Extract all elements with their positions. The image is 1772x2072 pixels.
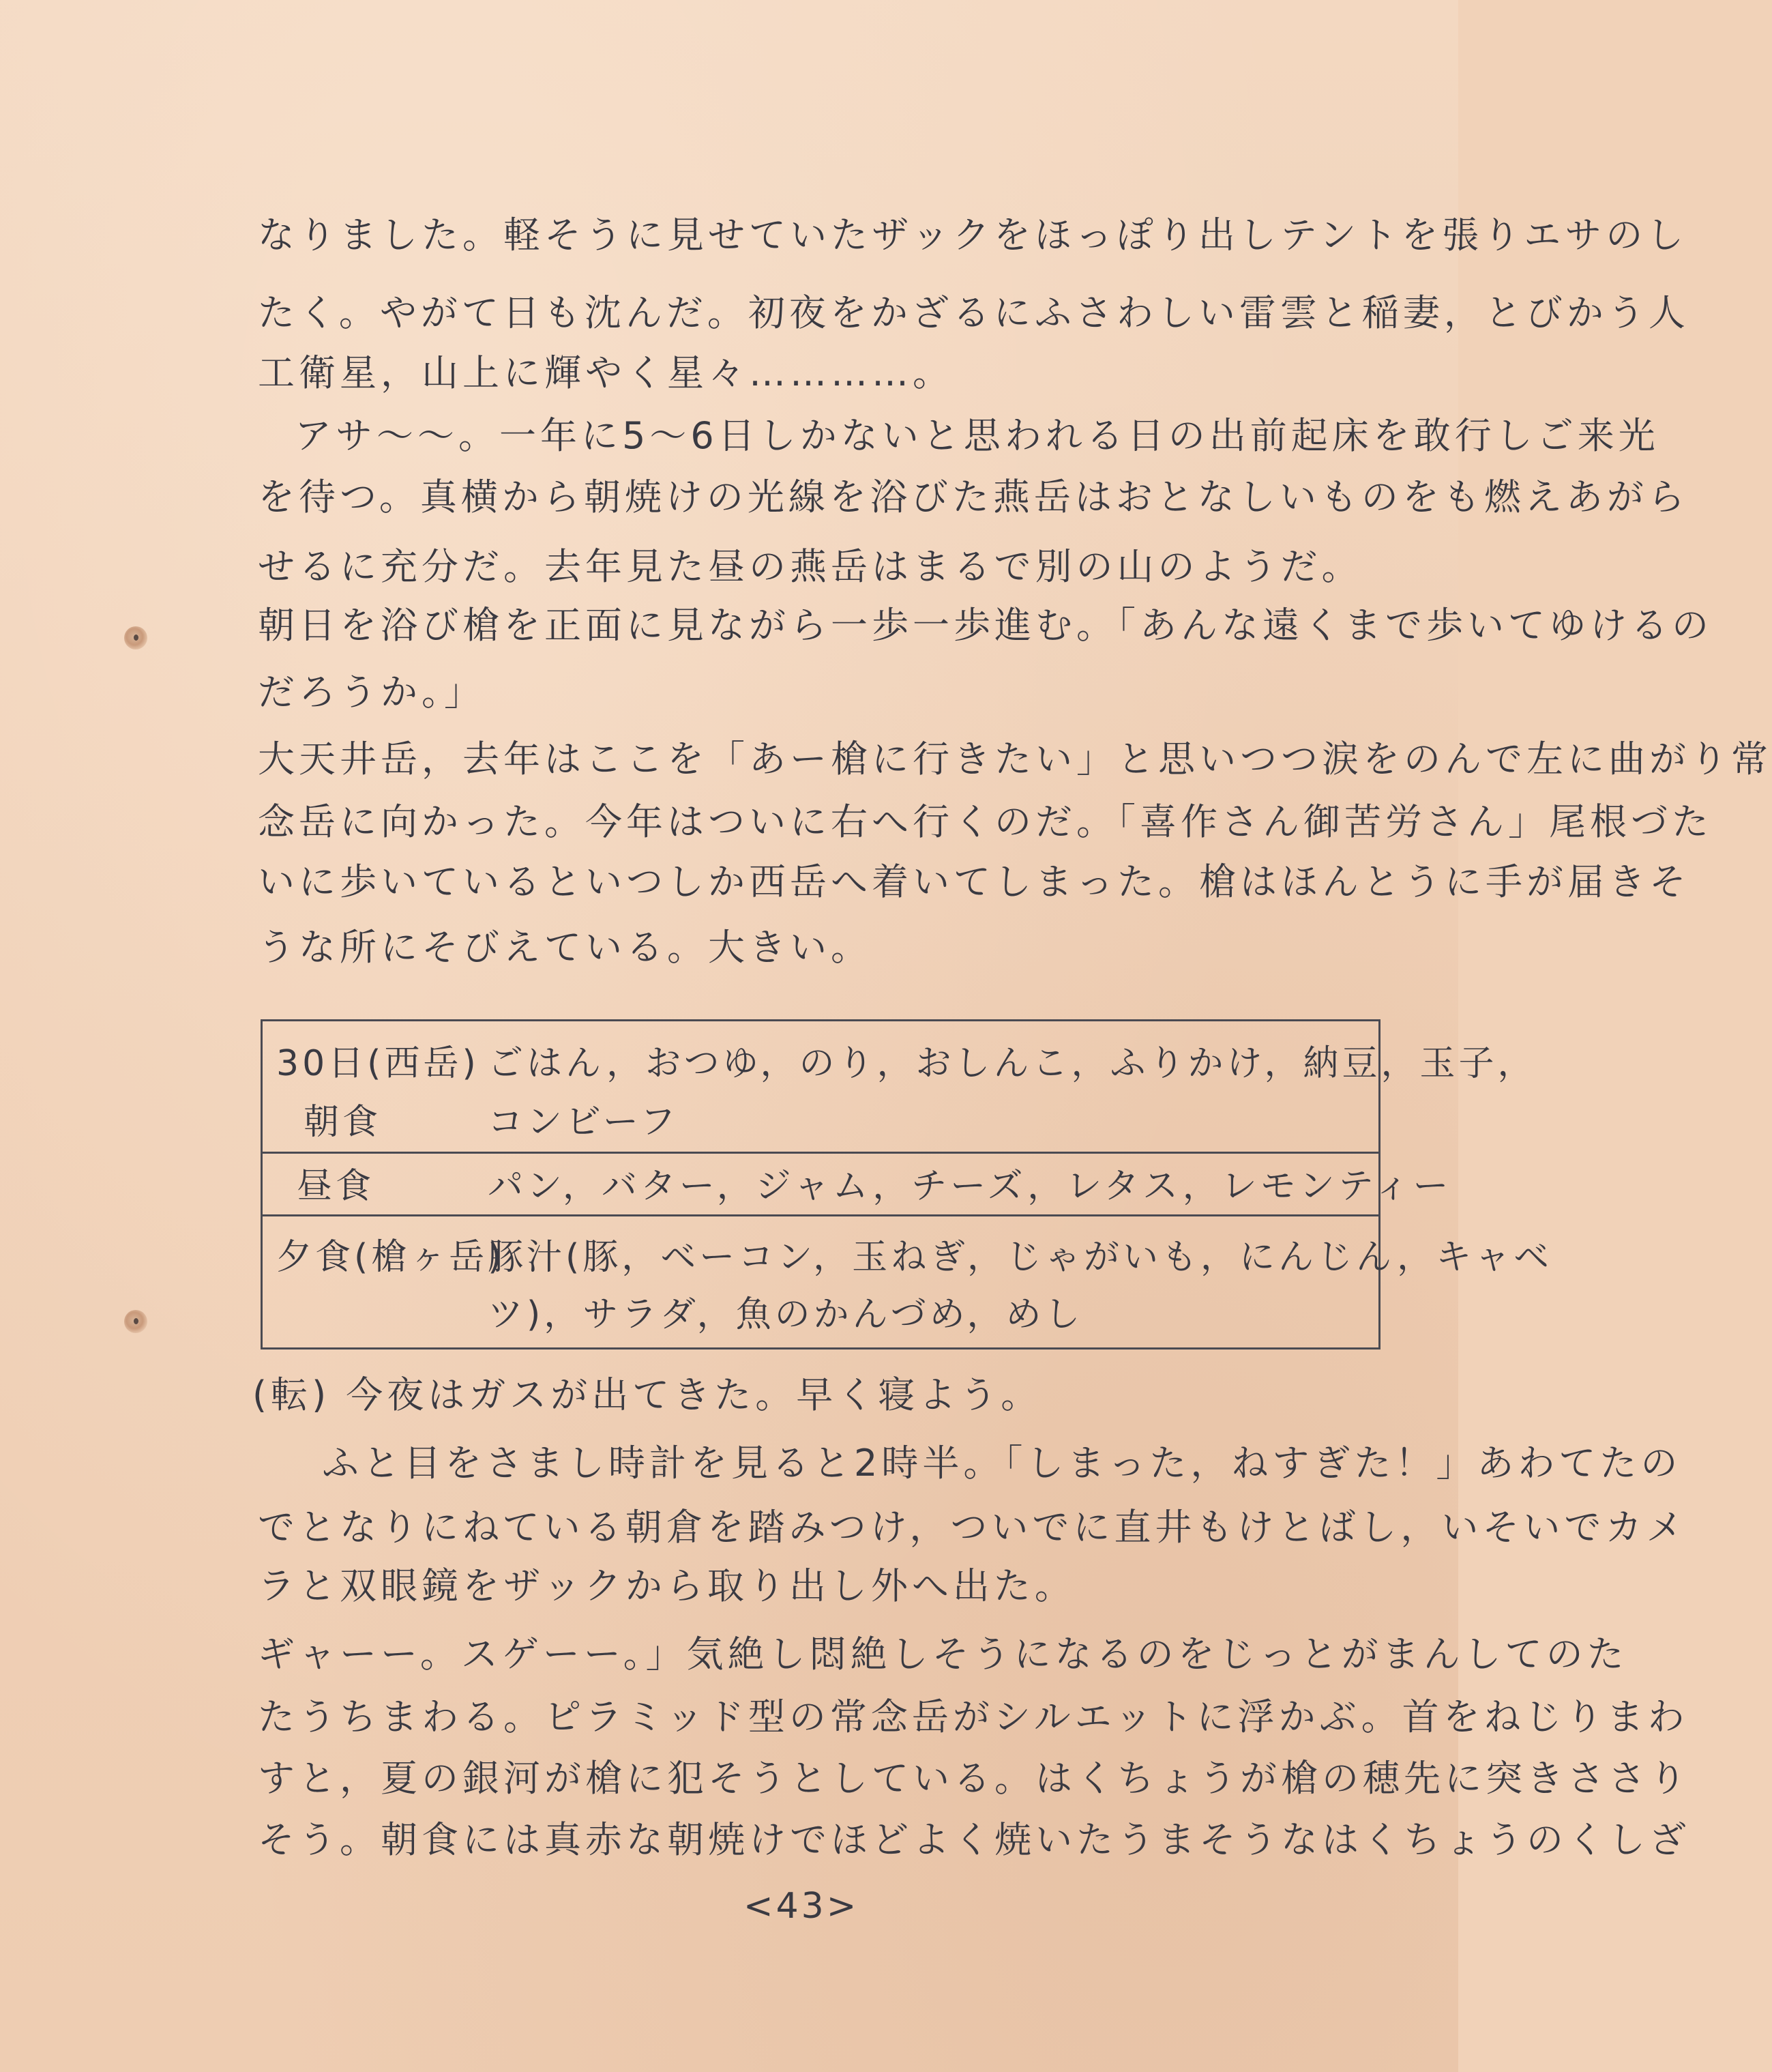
body-line: 念岳に向かった。今年はついに右へ行くのだ。「喜作さん御苦労さん」尾根づた (258, 800, 1713, 843)
menu-row-items: ごはん，おつゆ，のり，おしんこ，ふりかけ，納豆，玉子， (488, 1043, 1537, 1084)
body-line: いに歩いているといつしか西岳へ着いてしまった。槍はほんとうに手が届きそ (258, 860, 1690, 903)
body-line: たうちまわる。ピラミッド型の常念岳がシルエットに浮かぶ。首をねじりまわ (258, 1695, 1689, 1738)
menu-row-items-cont: コンビーフ (488, 1102, 679, 1143)
body-line: 大天井岳，去年はここを「あー槍に行きたい」と思いつつ涙をのんで左に曲がり常 (258, 738, 1772, 780)
punch-hole-lower (124, 1310, 147, 1333)
body-line: うな所にそびえている。大きい。 (258, 926, 872, 969)
menu-row-lunch (263, 1154, 1452, 1216)
body-line: すと，夏の銀河が槍に犯そうとしている。はくちょうが槍の穂先に突きささり (258, 1757, 1690, 1800)
body-line: 朝日を浴び槍を正面に見ながら一歩一歩進む。「あんな遠くまで歩いてゆけるの (258, 604, 1713, 647)
menu-row-label: 昼食 (297, 1166, 375, 1207)
page-number: <43> (743, 1886, 859, 1927)
menu-row-label: 30日(西岳) (276, 1043, 479, 1084)
punch-hole-upper (124, 626, 147, 650)
body-line: だろうか。」 (258, 671, 485, 714)
menu-row-items: パン，バター，ジャム，チーズ，レタス，レモンティー (488, 1166, 1452, 1207)
body-line: (転) 今夜はガスが出てきた。早く寝よう。 (252, 1373, 1042, 1416)
meal-menu-table (261, 1019, 1553, 1349)
body-line: ふと目をさまし時計を見ると2時半。「しまった，ねすぎた！」あわてたの (322, 1442, 1682, 1485)
body-line: アサ〜〜。一年に5〜6日しかないと思われる日の出前起床を敢行しご来光 (295, 414, 1659, 457)
body-line: でとなりにねている朝倉を踏みつけ，ついでに直井もけとばし，いそいでカメ (258, 1506, 1687, 1549)
menu-row-items: 豚汁(豚，ベーコン，玉ねぎ，じゃがいも，にんじん，キャベ (488, 1237, 1553, 1278)
menu-row-items-cont: ツ)，サラダ，魚のかんづめ，めし (488, 1294, 1084, 1335)
menu-row-dinner (263, 1216, 1553, 1347)
body-line: ラと双眼鏡をザックから取り出し外へ出た。 (258, 1564, 1076, 1607)
menu-row-breakfast (263, 1021, 1537, 1154)
body-line: ギャーー。スゲーー。」気絶し悶絶しそうになるのをじっとがまんしてのた (258, 1633, 1628, 1676)
body-line: せるに充分だ。去年見た昼の燕岳はまるで別の山のようだ。 (258, 545, 1363, 588)
menu-row-label: 夕食(槍ヶ岳) (276, 1237, 505, 1278)
body-line: なりました。軽そうに見せていたザックをほっぽり出しテントを張りエサのし (258, 214, 1688, 257)
body-line: たく。やがて日も沈んだ。初夜をかざるにふさわしい雷雲と稲妻，とびかう人 (258, 291, 1689, 334)
body-line: 工衛星，山上に輝やく星々…………。 (258, 351, 954, 394)
body-line: を待つ。真横から朝焼けの光線を浴びた燕岳はおとなしいものをも燃えあがら (258, 476, 1689, 519)
body-line: そう。朝食には真赤な朝焼けでほどよく焼いたうまそうなはくちょうのくしざ (258, 1818, 1690, 1861)
menu-row-label-sub: 朝食 (304, 1102, 382, 1143)
